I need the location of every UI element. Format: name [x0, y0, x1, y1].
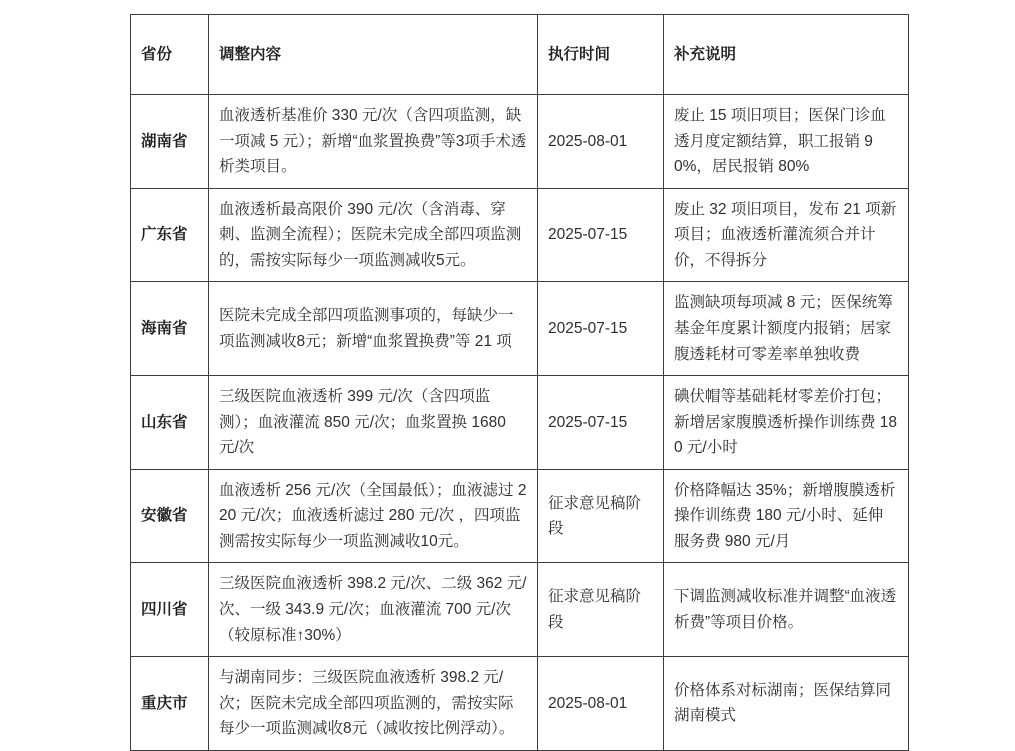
table-row — [131, 282, 909, 376]
cell-notes: 废止 32 项旧项目，发布 21 项新项目；血液透析灌流须合并计价，不得拆分 — [664, 188, 909, 282]
column-header-content: 调整内容 — [209, 15, 538, 95]
cell-content: 三级医院血液透析 398.2 元/次、二级 362 元/次、一级 343.9 元/次；血液灌流 700 元/次（较原标准↑30%） — [209, 563, 538, 657]
cell-notes: 废止 15 项旧项目；医保门诊血透月度定额结算，职工报销 90%，居民报销 80% — [664, 95, 909, 189]
cell-content: 血液透析基准价 330 元/次（含四项监测，缺一项减 5 元）；新增“血浆置换费”等3项手术透析类项目。 — [209, 95, 538, 189]
table-body — [131, 95, 909, 751]
cell-notes: 监测缺项每项减 8 元；医保统筹基金年度累计额度内报销；居家腹透耗材可零差率单独收费 — [664, 282, 909, 376]
cell-time: 2025-07-15 — [538, 188, 664, 282]
cell-province: 安徽省 — [131, 469, 209, 563]
cell-time: 2025-07-15 — [538, 376, 664, 470]
column-header-province: 省份 — [131, 15, 209, 95]
table-row — [131, 469, 909, 563]
cell-time: 2025-08-01 — [538, 95, 664, 189]
header-row — [131, 15, 909, 95]
dialysis-price-table — [130, 14, 909, 751]
cell-province: 湖南省 — [131, 95, 209, 189]
column-header-time: 执行时间 — [538, 15, 664, 95]
table-row — [131, 563, 909, 657]
table-row — [131, 95, 909, 189]
table-row — [131, 188, 909, 282]
column-header-notes: 补充说明 — [664, 15, 909, 95]
table-row — [131, 657, 909, 751]
cell-notes: 价格体系对标湖南；医保结算同湖南模式 — [664, 657, 909, 751]
cell-content: 血液透析 256 元/次（全国最低）；血液滤过 220 元/次；血液透析滤过 280 元/次 ，四项监测需按实际每少一项监测减收10元。 — [209, 469, 538, 563]
cell-province: 重庆市 — [131, 657, 209, 751]
cell-province: 山东省 — [131, 376, 209, 470]
cell-notes: 下调监测减收标准并调整“血液透析费”等项目价格。 — [664, 563, 909, 657]
cell-notes: 碘伏帽等基础耗材零差价打包；新增居家腹膜透析操作训练费 180 元/小时 — [664, 376, 909, 470]
cell-province: 海南省 — [131, 282, 209, 376]
cell-content: 医院未完成全部四项监测事项的，每缺少一项监测减收8元；新增“血浆置换费”等 21 项 — [209, 282, 538, 376]
cell-content: 血液透析最高限价 390 元/次（含消毒、穿刺、监测全流程）；医院未完成全部四项监测的，需按实际每少一项监测减收5元。 — [209, 188, 538, 282]
cell-notes: 价格降幅达 35%；新增腹膜透析操作训练费 180 元/小时、延伸服务费 980 元/月 — [664, 469, 909, 563]
cell-time: 2025-08-01 — [538, 657, 664, 751]
cell-time: 征求意见稿阶段 — [538, 469, 664, 563]
table-row — [131, 376, 909, 470]
cell-province: 广东省 — [131, 188, 209, 282]
cell-province: 四川省 — [131, 563, 209, 657]
cell-time: 2025-07-15 — [538, 282, 664, 376]
cell-time: 征求意见稿阶段 — [538, 563, 664, 657]
cell-content: 三级医院血液透析 399 元/次（含四项监测）；血液灌流 850 元/次；血浆置换 1680 元/次 — [209, 376, 538, 470]
cell-content: 与湖南同步：三级医院血液透析 398.2 元/次；医院未完成全部四项监测的，需按实际每少一项监测减收8元（减收按比例浮动）。 — [209, 657, 538, 751]
